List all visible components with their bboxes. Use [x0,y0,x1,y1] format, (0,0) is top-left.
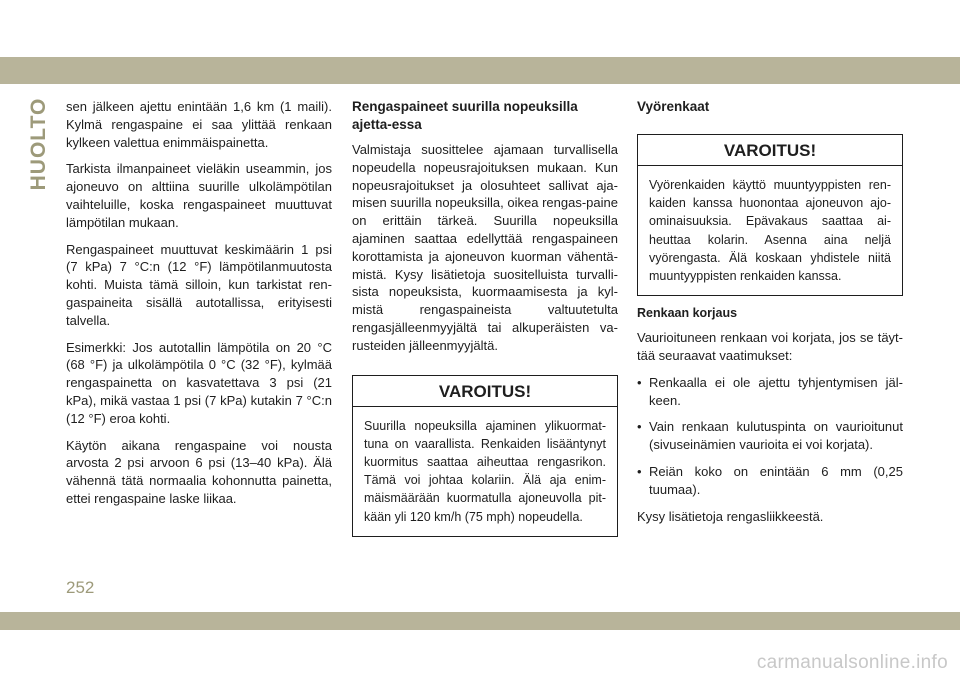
warning-box [637,134,903,296]
section-heading: Rengaspaineet suurilla nopeuksilla ajetta-essa [352,99,578,132]
paragraph: Tarkista ilmanpaineet vieläkin useammin, jos ajoneuvo on alttiina suurille ulkolämpötilan vaihteluille, koska rengaspaineet muuttuvat lämpötilan mukaan. [66,161,332,230]
warning-text: Suurilla nopeuksilla ajaminen ylikuormat-tuna on vaarallista. Renkaiden lisääntynyt kuormitus saattaa aiheuttaa rengasrikon. Tämä voi johtaa kolariin. Älä aja enim-mäismäärään kuormatulla ajoneuvolla pit-kään yli 120 km/h (75 mph) nopeudella. [364,418,606,524]
paragraph: sen jälkeen ajettu enintään 1,6 km (1 maili). Kylmä rengaspaine ei saa ylittää renkaan kylkeen valettua enimmäispainetta. [66,99,332,150]
warning-body [353,407,617,536]
warning-title: VAROITUS! [353,376,617,407]
warning-body [638,166,902,295]
paragraph: Käytön aikana rengaspaine voi nousta arvosta 2 psi arvoon 6 psi (13–40 kPa). Älä vähennä tätä normaalia kohonnutta painetta, ettei rengaspaine laske liikaa. [66,437,332,506]
watermark: carmanualsonline.info [756,652,948,673]
paragraph: Kysy lisätietoja rengasliikkeestä. [637,508,824,524]
requirements-list [637,374,903,499]
paragraph: Esimerkki: Jos autotallin lämpötila on 20 °C (68 °F) ja ulkolämpötila 0 °C (32 °F), kylmää rengaspainetta on kasvatettava 3 psi (21 kPa), mikä vastaa 1 psi (7 kPa) kutakin 7 °C:n (12 °F) eroa kohti. [66,339,332,426]
page-number: 252 [66,578,95,597]
list-item: • Vain renkaan kulutuspinta on vaurioitunut (sivuseinämien vaurioita ei voi korjata). [637,418,903,454]
section-tab-label: HUOLTO [27,97,50,191]
top-margin [0,0,960,57]
warning-title: VAROITUS! [638,135,902,166]
subheading: Renkaan korjaus [637,306,738,321]
paragraph: Rengaspaineet muuttuvat keskimäärin 1 psi (7 kPa) 7 °C:n (12 °F) lämpötilanmuutosta kohti. Muista tämä silloin, kun tarkistat ren-gaspaineita sisällä autotallissa, erityisesti talvella. [66,241,332,328]
warning-box [352,375,618,537]
paragraph: Valmistaja suosittelee ajamaan turvallisella nopeudella nopeusrajoituksen mukaan. Kun nopeusrajoitukset ja olosuhteet sallivat aja-misen suurilla nopeuksilla, oikea rengas-paine on erittäin tärkeä. Suurilla nopeuksilla ajaminen saattaa edellyttää rengaspaineen korottamista ja ajoneuvon kuorman vähentä-mistä. Kysy lisätietoja suositelluista turvalli-sista nopeuksista, kuormaamisesta ja kyl-mistä rengaspaineista valtuutetulta rengasjälleenmyyjältä tai alkuperäisten va-rusteiden jälleenmyyjältä. [352,142,618,353]
section-heading: Vyörenkaat [637,99,710,114]
section-tab [27,97,50,191]
list-item: • Renkaalla ei ole ajettu tyhjentymisen jäl-keen. [637,374,903,410]
column-middle [352,98,618,546]
column-left [66,98,332,517]
list-item: • Reiän koko on enintään 6 mm (0,25 tuumaa). [637,463,903,499]
header-band [0,57,960,84]
paragraph: Vaurioituneen renkaan voi korjata, jos se täyt-tää seuraavat vaatimukset: [637,330,903,364]
footer-band [0,612,960,630]
column-right [637,98,903,534]
warning-text: Vyörenkaiden käyttö muuntyyppisten ren-kaiden kanssa huonontaa ajoneuvon ajo-ominaisuuksia. Epävakaus saattaa ai-heuttaa kolarin. Asenna aina neljä vyörengasta. Älä koskaan yhdistele niitä muuntyyppisten renkaiden kanssa. [649,178,891,284]
